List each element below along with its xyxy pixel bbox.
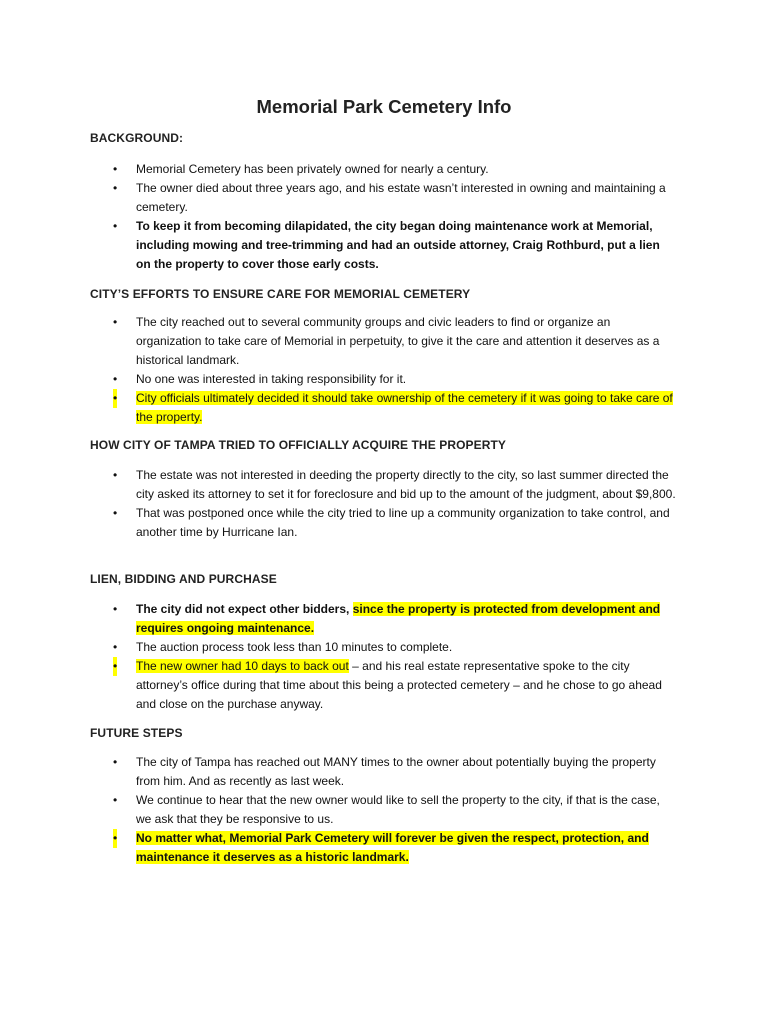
list-item-text: No one was interested in taking responsibility for it. [136, 372, 407, 386]
bullet-list-background [0, 160, 768, 274]
bullet-icon: • [113, 657, 117, 676]
list-item [0, 370, 768, 389]
list-item-text: The city of Tampa has reached out MANY times to the owner about potentially buying the property from him. And as recently as last week. [136, 755, 656, 788]
page-title: Memorial Park Cemetery Info [256, 96, 512, 117]
list-item [0, 753, 768, 791]
section-heading-future-steps: FUTURE STEPS [90, 726, 183, 740]
list-item [0, 466, 768, 504]
list-item [0, 313, 768, 370]
list-item-text: That was postponed once while the city tried to line up a community organization to take control, and another time by Hurricane Ian. [136, 506, 670, 539]
bullet-list-city-efforts [0, 313, 768, 427]
list-item [0, 657, 768, 714]
highlighted-text: since the property is protected from development and requires ongoing maintenance. [136, 602, 661, 635]
bullet-icon: • [113, 506, 118, 520]
bullet-icon: • [113, 793, 118, 807]
bullet-icon: • [113, 219, 118, 233]
list-item-text: We continue to hear that the new owner would like to sell the property to the city, if that is the case, we ask that they be responsive to us. [136, 793, 660, 826]
bullet-icon: • [113, 468, 118, 482]
highlighted-text: No matter what, Memorial Park Cemetery will forever be given the respect, protection, and maintenance it deserves as a historic landmark. [136, 831, 649, 864]
list-item-text: Memorial Cemetery has been privately owned for nearly a century. [136, 162, 489, 176]
list-item [0, 829, 768, 867]
highlighted-text: The new owner had 10 days to back out [136, 659, 349, 673]
list-item [0, 160, 768, 179]
list-item-text: The owner died about three years ago, and his estate wasn’t interested in owning and maintaining a cemetery. [136, 181, 666, 214]
list-item-text: To keep it from becoming dilapidated, the city began doing maintenance work at Memorial, including mowing and tree-trimming and had an outside attorney, Craig Rothburd, put a lien on the property to cover those early costs. [136, 219, 660, 271]
bullet-icon: • [113, 640, 118, 654]
bullet-icon: • [113, 181, 118, 195]
bullet-icon: • [113, 372, 118, 386]
section-heading-acquire-property: HOW CITY OF TAMPA TRIED TO OFFICIALLY ACQUIRE THE PROPERTY [90, 438, 507, 452]
bullet-icon: • [113, 162, 118, 176]
highlighted-text: City officials ultimately decided it should take ownership of the cemetery if it was going to take care of the property. [136, 391, 673, 424]
bullet-icon: • [113, 755, 118, 769]
list-item [0, 600, 768, 638]
bullet-icon: • [113, 829, 117, 848]
list-item [0, 791, 768, 829]
bullet-icon: • [113, 315, 118, 329]
list-item [0, 389, 768, 427]
bullet-list-acquire-property [0, 466, 768, 542]
bullet-list-lien-bidding [0, 600, 768, 714]
section-heading-city-efforts: CITY’S EFFORTS TO ENSURE CARE FOR MEMORIAL CEMETERY [90, 287, 471, 301]
list-item-text: The estate was not interested in deeding the property directly to the city, so last summer directed the city asked its attorney to set it for foreclosure and bid up to the amount of the judgment, about $9,800. [136, 468, 676, 501]
list-item-text: – and his real estate representative spoke to the city attorney’s office during that time about this being a protected cemetery – and he chose to go ahead and close on the purchase anyway. [136, 659, 662, 711]
bullet-icon: • [113, 602, 118, 616]
list-item [0, 504, 768, 542]
list-item [0, 638, 768, 657]
list-item [0, 217, 768, 274]
list-item-text: The city did not expect other bidders, [136, 602, 353, 616]
bullet-list-future-steps [0, 753, 768, 867]
list-item [0, 179, 768, 217]
list-item-text: The auction process took less than 10 minutes to complete. [136, 640, 453, 654]
section-heading-lien-bidding: LIEN, BIDDING AND PURCHASE [90, 572, 277, 586]
section-heading-background: BACKGROUND: [90, 131, 184, 145]
list-item-text: The city reached out to several community groups and civic leaders to find or organize an organization to take care of Memorial in perpetuity, to give it the care and attention it deserves as a historical landmark. [136, 315, 660, 367]
bullet-icon: • [113, 389, 117, 408]
